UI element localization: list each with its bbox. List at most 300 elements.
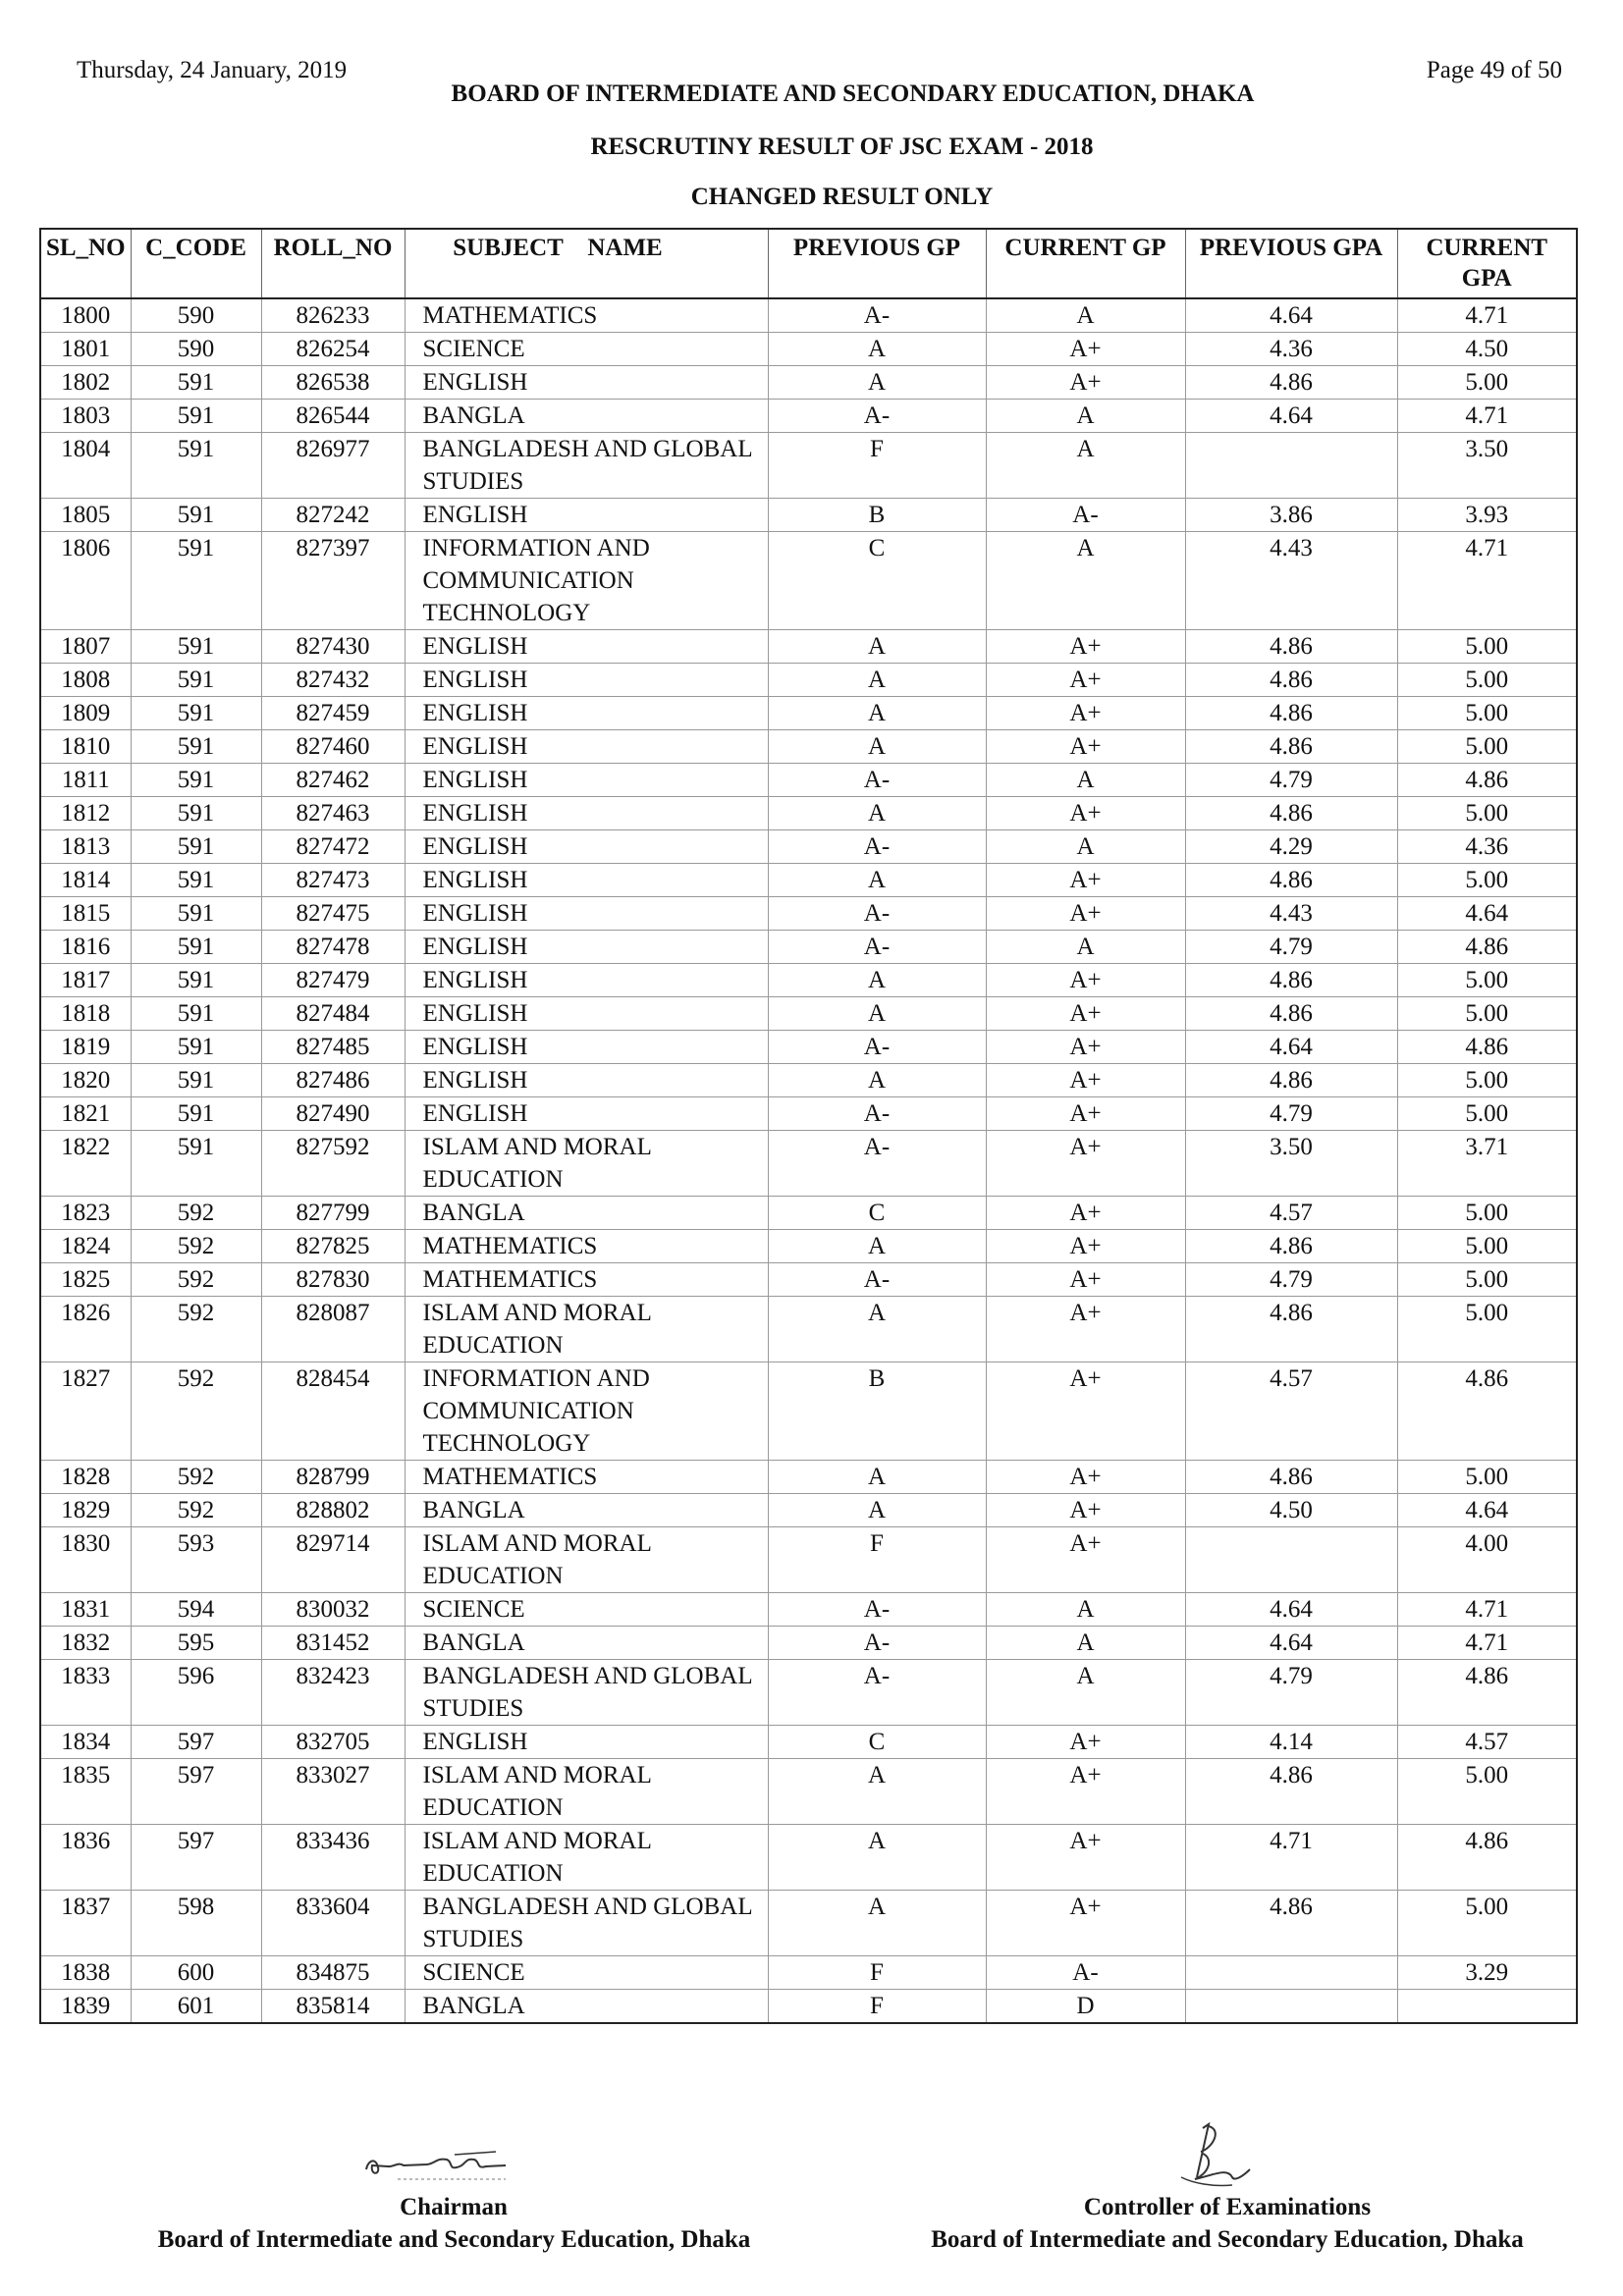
roll-no-cell: 835814 bbox=[261, 1990, 405, 2024]
current-gpa-cell: 5.00 bbox=[1397, 1097, 1577, 1131]
subject-name-cell: BANGLA bbox=[405, 1990, 768, 2024]
previous-gp-cell: F bbox=[768, 1527, 986, 1593]
current-gp-cell: A+ bbox=[986, 964, 1185, 997]
previous-gp-cell: A bbox=[768, 1494, 986, 1527]
previous-gp-cell: A- bbox=[768, 1660, 986, 1726]
table-row bbox=[40, 1660, 1577, 1726]
previous-gpa-cell: 3.86 bbox=[1185, 499, 1397, 532]
c-code-cell: 591 bbox=[131, 997, 261, 1031]
roll-no-cell: 827460 bbox=[261, 730, 405, 764]
previous-gpa-cell: 4.79 bbox=[1185, 1660, 1397, 1726]
c-code-cell: 597 bbox=[131, 1726, 261, 1759]
table-row bbox=[40, 1263, 1577, 1297]
current-gpa-cell: 4.86 bbox=[1397, 1825, 1577, 1891]
previous-gpa-cell: 4.57 bbox=[1185, 1197, 1397, 1230]
previous-gpa-cell: 4.36 bbox=[1185, 333, 1397, 366]
subject-name-cell: INFORMATION AND COMMUNICATION TECHNOLOGY bbox=[405, 532, 768, 630]
subject-name-cell: BANGLA bbox=[405, 1494, 768, 1527]
subject-name-cell: BANGLADESH AND GLOBAL STUDIES bbox=[405, 1891, 768, 1956]
c-code-cell: 591 bbox=[131, 730, 261, 764]
current-gp-cell: A bbox=[986, 1660, 1185, 1726]
previous-gp-cell: F bbox=[768, 433, 986, 499]
table-row bbox=[40, 1461, 1577, 1494]
current-gpa-cell: 5.00 bbox=[1397, 1263, 1577, 1297]
subject-name-cell: ISLAM AND MORAL EDUCATION bbox=[405, 1825, 768, 1891]
sl-no-cell: 1815 bbox=[40, 897, 131, 931]
current-gpa-cell: 5.00 bbox=[1397, 730, 1577, 764]
sl-no-cell: 1837 bbox=[40, 1891, 131, 1956]
current-gp-cell: A+ bbox=[986, 1362, 1185, 1461]
subject-name-cell: ENGLISH bbox=[405, 931, 768, 964]
current-gpa-cell: 5.00 bbox=[1397, 664, 1577, 697]
roll-no-cell: 827430 bbox=[261, 630, 405, 664]
c-code-cell: 597 bbox=[131, 1759, 261, 1825]
current-gp-cell: A+ bbox=[986, 697, 1185, 730]
sl-no-cell: 1805 bbox=[40, 499, 131, 532]
current-gpa-cell: 5.00 bbox=[1397, 1461, 1577, 1494]
table-header-row bbox=[40, 229, 1577, 298]
c-code-cell: 591 bbox=[131, 664, 261, 697]
current-gpa-cell: 4.71 bbox=[1397, 1593, 1577, 1627]
sl-no-cell: 1838 bbox=[40, 1956, 131, 1990]
current-gp-cell: A+ bbox=[986, 1527, 1185, 1593]
controller-title: Controller of Examinations bbox=[1083, 2194, 1372, 2220]
print-date: Thursday, 24 January, 2019 bbox=[77, 57, 348, 83]
previous-gp-cell: A- bbox=[768, 1627, 986, 1660]
current-gp-cell: A+ bbox=[986, 1097, 1185, 1131]
previous-gp-cell: C bbox=[768, 1726, 986, 1759]
previous-gp-cell: A bbox=[768, 1297, 986, 1362]
sl-no-cell: 1831 bbox=[40, 1593, 131, 1627]
col-header-current-gpa: CURRENT GPA bbox=[1397, 229, 1577, 298]
current-gp-cell: A+ bbox=[986, 1825, 1185, 1891]
current-gpa-cell: 5.00 bbox=[1397, 864, 1577, 897]
table-row bbox=[40, 1097, 1577, 1131]
sl-no-cell: 1818 bbox=[40, 997, 131, 1031]
sl-no-cell: 1816 bbox=[40, 931, 131, 964]
previous-gpa-cell: 4.79 bbox=[1185, 931, 1397, 964]
current-gpa-cell: 4.71 bbox=[1397, 532, 1577, 630]
current-gpa-cell: 4.86 bbox=[1397, 764, 1577, 797]
previous-gpa-cell bbox=[1185, 1527, 1397, 1593]
c-code-cell: 592 bbox=[131, 1494, 261, 1527]
subject-name-cell: BANGLADESH AND GLOBAL STUDIES bbox=[405, 433, 768, 499]
current-gp-cell: A+ bbox=[986, 664, 1185, 697]
current-gp-cell: A+ bbox=[986, 1759, 1185, 1825]
subject-name-cell: ENGLISH bbox=[405, 366, 768, 400]
roll-no-cell: 827484 bbox=[261, 997, 405, 1031]
c-code-cell: 592 bbox=[131, 1230, 261, 1263]
roll-no-cell: 828454 bbox=[261, 1362, 405, 1461]
roll-no-cell: 827397 bbox=[261, 532, 405, 630]
c-code-cell: 591 bbox=[131, 1097, 261, 1131]
sl-no-cell: 1830 bbox=[40, 1527, 131, 1593]
current-gpa-cell: 5.00 bbox=[1397, 1891, 1577, 1956]
roll-no-cell: 828802 bbox=[261, 1494, 405, 1527]
roll-no-cell: 827463 bbox=[261, 797, 405, 830]
c-code-cell: 593 bbox=[131, 1527, 261, 1593]
current-gp-cell: A+ bbox=[986, 1494, 1185, 1527]
c-code-cell: 591 bbox=[131, 532, 261, 630]
current-gp-cell: A bbox=[986, 1627, 1185, 1660]
current-gpa-cell: 5.00 bbox=[1397, 1297, 1577, 1362]
previous-gp-cell: A bbox=[768, 1825, 986, 1891]
table-row bbox=[40, 366, 1577, 400]
current-gpa-cell: 3.50 bbox=[1397, 433, 1577, 499]
table-row bbox=[40, 864, 1577, 897]
table-row bbox=[40, 1825, 1577, 1891]
roll-no-cell: 827472 bbox=[261, 830, 405, 864]
subject-name-cell: ENGLISH bbox=[405, 499, 768, 532]
previous-gpa-cell: 3.50 bbox=[1185, 1131, 1397, 1197]
c-code-cell: 591 bbox=[131, 400, 261, 433]
roll-no-cell: 827799 bbox=[261, 1197, 405, 1230]
subject-name-cell: ENGLISH bbox=[405, 1726, 768, 1759]
current-gp-cell: A+ bbox=[986, 1064, 1185, 1097]
table-row bbox=[40, 1494, 1577, 1527]
previous-gpa-cell: 4.86 bbox=[1185, 997, 1397, 1031]
current-gpa-cell: 4.50 bbox=[1397, 333, 1577, 366]
c-code-cell: 591 bbox=[131, 697, 261, 730]
current-gpa-cell: 5.00 bbox=[1397, 964, 1577, 997]
c-code-cell: 591 bbox=[131, 1064, 261, 1097]
current-gpa-cell: 5.00 bbox=[1397, 797, 1577, 830]
current-gp-cell: A+ bbox=[986, 897, 1185, 931]
subject-name-cell: ENGLISH bbox=[405, 697, 768, 730]
subject-name-cell: BANGLADESH AND GLOBAL STUDIES bbox=[405, 1660, 768, 1726]
current-gp-cell: A bbox=[986, 830, 1185, 864]
subject-name-cell: ENGLISH bbox=[405, 630, 768, 664]
table-row bbox=[40, 1627, 1577, 1660]
previous-gp-cell: C bbox=[768, 1197, 986, 1230]
roll-no-cell: 827432 bbox=[261, 664, 405, 697]
col-header-previous-gpa: PREVIOUS GPA bbox=[1185, 229, 1397, 298]
c-code-cell: 591 bbox=[131, 764, 261, 797]
table-row bbox=[40, 997, 1577, 1031]
sl-no-cell: 1819 bbox=[40, 1031, 131, 1064]
c-code-cell: 594 bbox=[131, 1593, 261, 1627]
sl-no-cell: 1820 bbox=[40, 1064, 131, 1097]
c-code-cell: 592 bbox=[131, 1197, 261, 1230]
current-gpa-cell: 4.00 bbox=[1397, 1527, 1577, 1593]
subject-name-cell: ENGLISH bbox=[405, 897, 768, 931]
table-row bbox=[40, 730, 1577, 764]
subject-name-cell: ENGLISH bbox=[405, 830, 768, 864]
roll-no-cell: 827486 bbox=[261, 1064, 405, 1097]
roll-no-cell: 827475 bbox=[261, 897, 405, 931]
roll-no-cell: 828799 bbox=[261, 1461, 405, 1494]
table-row bbox=[40, 931, 1577, 964]
roll-no-cell: 827479 bbox=[261, 964, 405, 997]
table-row bbox=[40, 1131, 1577, 1197]
subject-name-cell: ISLAM AND MORAL EDUCATION bbox=[405, 1527, 768, 1593]
current-gpa-cell: 4.64 bbox=[1397, 1494, 1577, 1527]
current-gp-cell: A- bbox=[986, 1956, 1185, 1990]
previous-gp-cell: A- bbox=[768, 830, 986, 864]
c-code-cell: 596 bbox=[131, 1660, 261, 1726]
roll-no-cell: 831452 bbox=[261, 1627, 405, 1660]
subject-name-cell: ENGLISH bbox=[405, 797, 768, 830]
previous-gp-cell: A bbox=[768, 333, 986, 366]
previous-gp-cell: A bbox=[768, 630, 986, 664]
previous-gp-cell: F bbox=[768, 1990, 986, 2024]
subject-name-cell: ISLAM AND MORAL EDUCATION bbox=[405, 1759, 768, 1825]
table-row bbox=[40, 764, 1577, 797]
chairman-organization: Board of Intermediate and Secondary Education, Dhaka bbox=[157, 2226, 751, 2253]
previous-gpa-cell bbox=[1185, 433, 1397, 499]
roll-no-cell: 827592 bbox=[261, 1131, 405, 1197]
current-gp-cell: A+ bbox=[986, 1197, 1185, 1230]
previous-gpa-cell: 4.64 bbox=[1185, 298, 1397, 333]
previous-gpa-cell: 4.79 bbox=[1185, 1263, 1397, 1297]
sl-no-cell: 1824 bbox=[40, 1230, 131, 1263]
previous-gp-cell: A bbox=[768, 730, 986, 764]
table-row bbox=[40, 333, 1577, 366]
previous-gp-cell: B bbox=[768, 1362, 986, 1461]
roll-no-cell: 827242 bbox=[261, 499, 405, 532]
previous-gp-cell: B bbox=[768, 499, 986, 532]
current-gp-cell: D bbox=[986, 1990, 1185, 2024]
current-gpa-cell: 5.00 bbox=[1397, 1230, 1577, 1263]
current-gpa-cell: 4.86 bbox=[1397, 1031, 1577, 1064]
sl-no-cell: 1821 bbox=[40, 1097, 131, 1131]
previous-gp-cell: A- bbox=[768, 1593, 986, 1627]
previous-gp-cell: A bbox=[768, 1891, 986, 1956]
roll-no-cell: 826544 bbox=[261, 400, 405, 433]
c-code-cell: 591 bbox=[131, 433, 261, 499]
table-row bbox=[40, 499, 1577, 532]
subject-name-cell: ENGLISH bbox=[405, 730, 768, 764]
table-row bbox=[40, 1759, 1577, 1825]
table-row bbox=[40, 797, 1577, 830]
previous-gp-cell: A bbox=[768, 797, 986, 830]
c-code-cell: 591 bbox=[131, 797, 261, 830]
previous-gp-cell: A bbox=[768, 997, 986, 1031]
subject-name-cell: MATHEMATICS bbox=[405, 298, 768, 333]
previous-gpa-cell: 4.64 bbox=[1185, 400, 1397, 433]
roll-no-cell: 827478 bbox=[261, 931, 405, 964]
table-row bbox=[40, 400, 1577, 433]
previous-gpa-cell: 4.79 bbox=[1185, 764, 1397, 797]
sl-no-cell: 1825 bbox=[40, 1263, 131, 1297]
previous-gpa-cell: 4.86 bbox=[1185, 1891, 1397, 1956]
c-code-cell: 591 bbox=[131, 830, 261, 864]
previous-gp-cell: F bbox=[768, 1956, 986, 1990]
previous-gpa-cell: 4.86 bbox=[1185, 630, 1397, 664]
table-row bbox=[40, 1593, 1577, 1627]
sl-no-cell: 1835 bbox=[40, 1759, 131, 1825]
current-gp-cell: A+ bbox=[986, 1726, 1185, 1759]
roll-no-cell: 827825 bbox=[261, 1230, 405, 1263]
previous-gp-cell: A bbox=[768, 1230, 986, 1263]
table-row bbox=[40, 1956, 1577, 1990]
current-gpa-cell: 3.71 bbox=[1397, 1131, 1577, 1197]
table-row bbox=[40, 1527, 1577, 1593]
col-header-current-gp: CURRENT GP bbox=[986, 229, 1185, 298]
roll-no-cell: 827459 bbox=[261, 697, 405, 730]
subject-name-cell: BANGLA bbox=[405, 1627, 768, 1660]
c-code-cell: 590 bbox=[131, 333, 261, 366]
current-gpa-cell: 4.64 bbox=[1397, 897, 1577, 931]
previous-gpa-cell: 4.86 bbox=[1185, 797, 1397, 830]
table-row bbox=[40, 1990, 1577, 2024]
subject-name-cell: ENGLISH bbox=[405, 864, 768, 897]
subject-name-cell: ENGLISH bbox=[405, 1097, 768, 1131]
current-gpa-cell: 4.71 bbox=[1397, 298, 1577, 333]
previous-gpa-cell: 4.86 bbox=[1185, 664, 1397, 697]
previous-gp-cell: A bbox=[768, 697, 986, 730]
previous-gp-cell: A bbox=[768, 664, 986, 697]
sl-no-cell: 1839 bbox=[40, 1990, 131, 2024]
current-gp-cell: A bbox=[986, 1593, 1185, 1627]
current-gpa-cell: 5.00 bbox=[1397, 1197, 1577, 1230]
previous-gpa-cell bbox=[1185, 1990, 1397, 2024]
table-row bbox=[40, 532, 1577, 630]
roll-no-cell: 832423 bbox=[261, 1660, 405, 1726]
table-body bbox=[40, 298, 1577, 2023]
subject-name-cell: ENGLISH bbox=[405, 764, 768, 797]
previous-gpa-cell: 4.43 bbox=[1185, 897, 1397, 931]
current-gp-cell: A- bbox=[986, 499, 1185, 532]
current-gpa-cell: 5.00 bbox=[1397, 366, 1577, 400]
table-row bbox=[40, 964, 1577, 997]
current-gp-cell: A+ bbox=[986, 730, 1185, 764]
sl-no-cell: 1836 bbox=[40, 1825, 131, 1891]
current-gp-cell: A+ bbox=[986, 630, 1185, 664]
sl-no-cell: 1809 bbox=[40, 697, 131, 730]
roll-no-cell: 827462 bbox=[261, 764, 405, 797]
previous-gp-cell: A bbox=[768, 1759, 986, 1825]
results-table bbox=[39, 228, 1578, 2024]
table-row bbox=[40, 1297, 1577, 1362]
c-code-cell: 598 bbox=[131, 1891, 261, 1956]
previous-gpa-cell: 4.50 bbox=[1185, 1494, 1397, 1527]
previous-gpa-cell: 4.64 bbox=[1185, 1593, 1397, 1627]
subject-name-cell: ENGLISH bbox=[405, 997, 768, 1031]
sl-no-cell: 1810 bbox=[40, 730, 131, 764]
subject-name-cell: SCIENCE bbox=[405, 1593, 768, 1627]
previous-gp-cell: A- bbox=[768, 1097, 986, 1131]
sl-no-cell: 1814 bbox=[40, 864, 131, 897]
current-gp-cell: A bbox=[986, 400, 1185, 433]
roll-no-cell: 826538 bbox=[261, 366, 405, 400]
col-header-roll-no: ROLL_NO bbox=[261, 229, 405, 298]
c-code-cell: 591 bbox=[131, 897, 261, 931]
sl-no-cell: 1813 bbox=[40, 830, 131, 864]
roll-no-cell: 826977 bbox=[261, 433, 405, 499]
previous-gpa-cell: 4.14 bbox=[1185, 1726, 1397, 1759]
subject-name-cell: ISLAM AND MORAL EDUCATION bbox=[405, 1131, 768, 1197]
sl-no-cell: 1829 bbox=[40, 1494, 131, 1527]
c-code-cell: 592 bbox=[131, 1297, 261, 1362]
page-number: Page 49 of 50 bbox=[1426, 57, 1562, 83]
current-gpa-cell bbox=[1397, 1990, 1577, 2024]
previous-gpa-cell: 4.29 bbox=[1185, 830, 1397, 864]
table-row bbox=[40, 1362, 1577, 1461]
table-row bbox=[40, 830, 1577, 864]
previous-gpa-cell: 4.86 bbox=[1185, 366, 1397, 400]
subject-name-cell: ISLAM AND MORAL EDUCATION bbox=[405, 1297, 768, 1362]
controller-organization: Board of Intermediate and Secondary Education, Dhaka bbox=[931, 2226, 1524, 2253]
sl-no-cell: 1812 bbox=[40, 797, 131, 830]
current-gpa-cell: 5.00 bbox=[1397, 630, 1577, 664]
previous-gp-cell: A bbox=[768, 366, 986, 400]
roll-no-cell: 826233 bbox=[261, 298, 405, 333]
c-code-cell: 591 bbox=[131, 931, 261, 964]
subject-name-cell: ENGLISH bbox=[405, 664, 768, 697]
previous-gpa-cell: 4.86 bbox=[1185, 697, 1397, 730]
c-code-cell: 591 bbox=[131, 1131, 261, 1197]
current-gp-cell: A+ bbox=[986, 1461, 1185, 1494]
previous-gpa-cell: 4.86 bbox=[1185, 1461, 1397, 1494]
current-gp-cell: A+ bbox=[986, 1230, 1185, 1263]
roll-no-cell: 829714 bbox=[261, 1527, 405, 1593]
sl-no-cell: 1834 bbox=[40, 1726, 131, 1759]
col-header-c-code: C_CODE bbox=[131, 229, 261, 298]
previous-gpa-cell: 4.43 bbox=[1185, 532, 1397, 630]
previous-gp-cell: A bbox=[768, 1064, 986, 1097]
previous-gpa-cell: 4.86 bbox=[1185, 1064, 1397, 1097]
previous-gpa-cell: 4.86 bbox=[1185, 1759, 1397, 1825]
previous-gp-cell: C bbox=[768, 532, 986, 630]
current-gp-cell: A+ bbox=[986, 997, 1185, 1031]
current-gp-cell: A+ bbox=[986, 1297, 1185, 1362]
previous-gp-cell: A- bbox=[768, 298, 986, 333]
current-gp-cell: A+ bbox=[986, 1263, 1185, 1297]
subject-name-cell: SCIENCE bbox=[405, 1956, 768, 1990]
col-header-subject-name: SUBJECT NAME bbox=[405, 229, 768, 298]
c-code-cell: 591 bbox=[131, 630, 261, 664]
sl-no-cell: 1828 bbox=[40, 1461, 131, 1494]
subject-name-cell: ENGLISH bbox=[405, 1031, 768, 1064]
table-row bbox=[40, 664, 1577, 697]
roll-no-cell: 833604 bbox=[261, 1891, 405, 1956]
previous-gp-cell: A- bbox=[768, 1031, 986, 1064]
current-gpa-cell: 3.29 bbox=[1397, 1956, 1577, 1990]
previous-gp-cell: A- bbox=[768, 931, 986, 964]
c-code-cell: 591 bbox=[131, 964, 261, 997]
previous-gp-cell: A bbox=[768, 864, 986, 897]
table-row bbox=[40, 1726, 1577, 1759]
roll-no-cell: 832705 bbox=[261, 1726, 405, 1759]
current-gp-cell: A+ bbox=[986, 333, 1185, 366]
previous-gpa-cell: 4.64 bbox=[1185, 1627, 1397, 1660]
current-gp-cell: A bbox=[986, 298, 1185, 333]
subject-name-cell: ENGLISH bbox=[405, 1064, 768, 1097]
sl-no-cell: 1802 bbox=[40, 366, 131, 400]
current-gp-cell: A+ bbox=[986, 1131, 1185, 1197]
result-subtitle: CHANGED RESULT ONLY bbox=[690, 184, 994, 210]
chairman-title: Chairman bbox=[400, 2194, 508, 2220]
subject-name-cell: BANGLA bbox=[405, 1197, 768, 1230]
roll-no-cell: 827490 bbox=[261, 1097, 405, 1131]
current-gpa-cell: 5.00 bbox=[1397, 997, 1577, 1031]
previous-gp-cell: A bbox=[768, 1461, 986, 1494]
subject-name-cell: SCIENCE bbox=[405, 333, 768, 366]
previous-gp-cell: A- bbox=[768, 1131, 986, 1197]
c-code-cell: 591 bbox=[131, 366, 261, 400]
c-code-cell: 601 bbox=[131, 1990, 261, 2024]
sl-no-cell: 1822 bbox=[40, 1131, 131, 1197]
c-code-cell: 600 bbox=[131, 1956, 261, 1990]
roll-no-cell: 827473 bbox=[261, 864, 405, 897]
roll-no-cell: 830032 bbox=[261, 1593, 405, 1627]
current-gpa-cell: 4.36 bbox=[1397, 830, 1577, 864]
current-gpa-cell: 5.00 bbox=[1397, 1064, 1577, 1097]
sl-no-cell: 1801 bbox=[40, 333, 131, 366]
current-gpa-cell: 4.86 bbox=[1397, 1660, 1577, 1726]
roll-no-cell: 828087 bbox=[261, 1297, 405, 1362]
